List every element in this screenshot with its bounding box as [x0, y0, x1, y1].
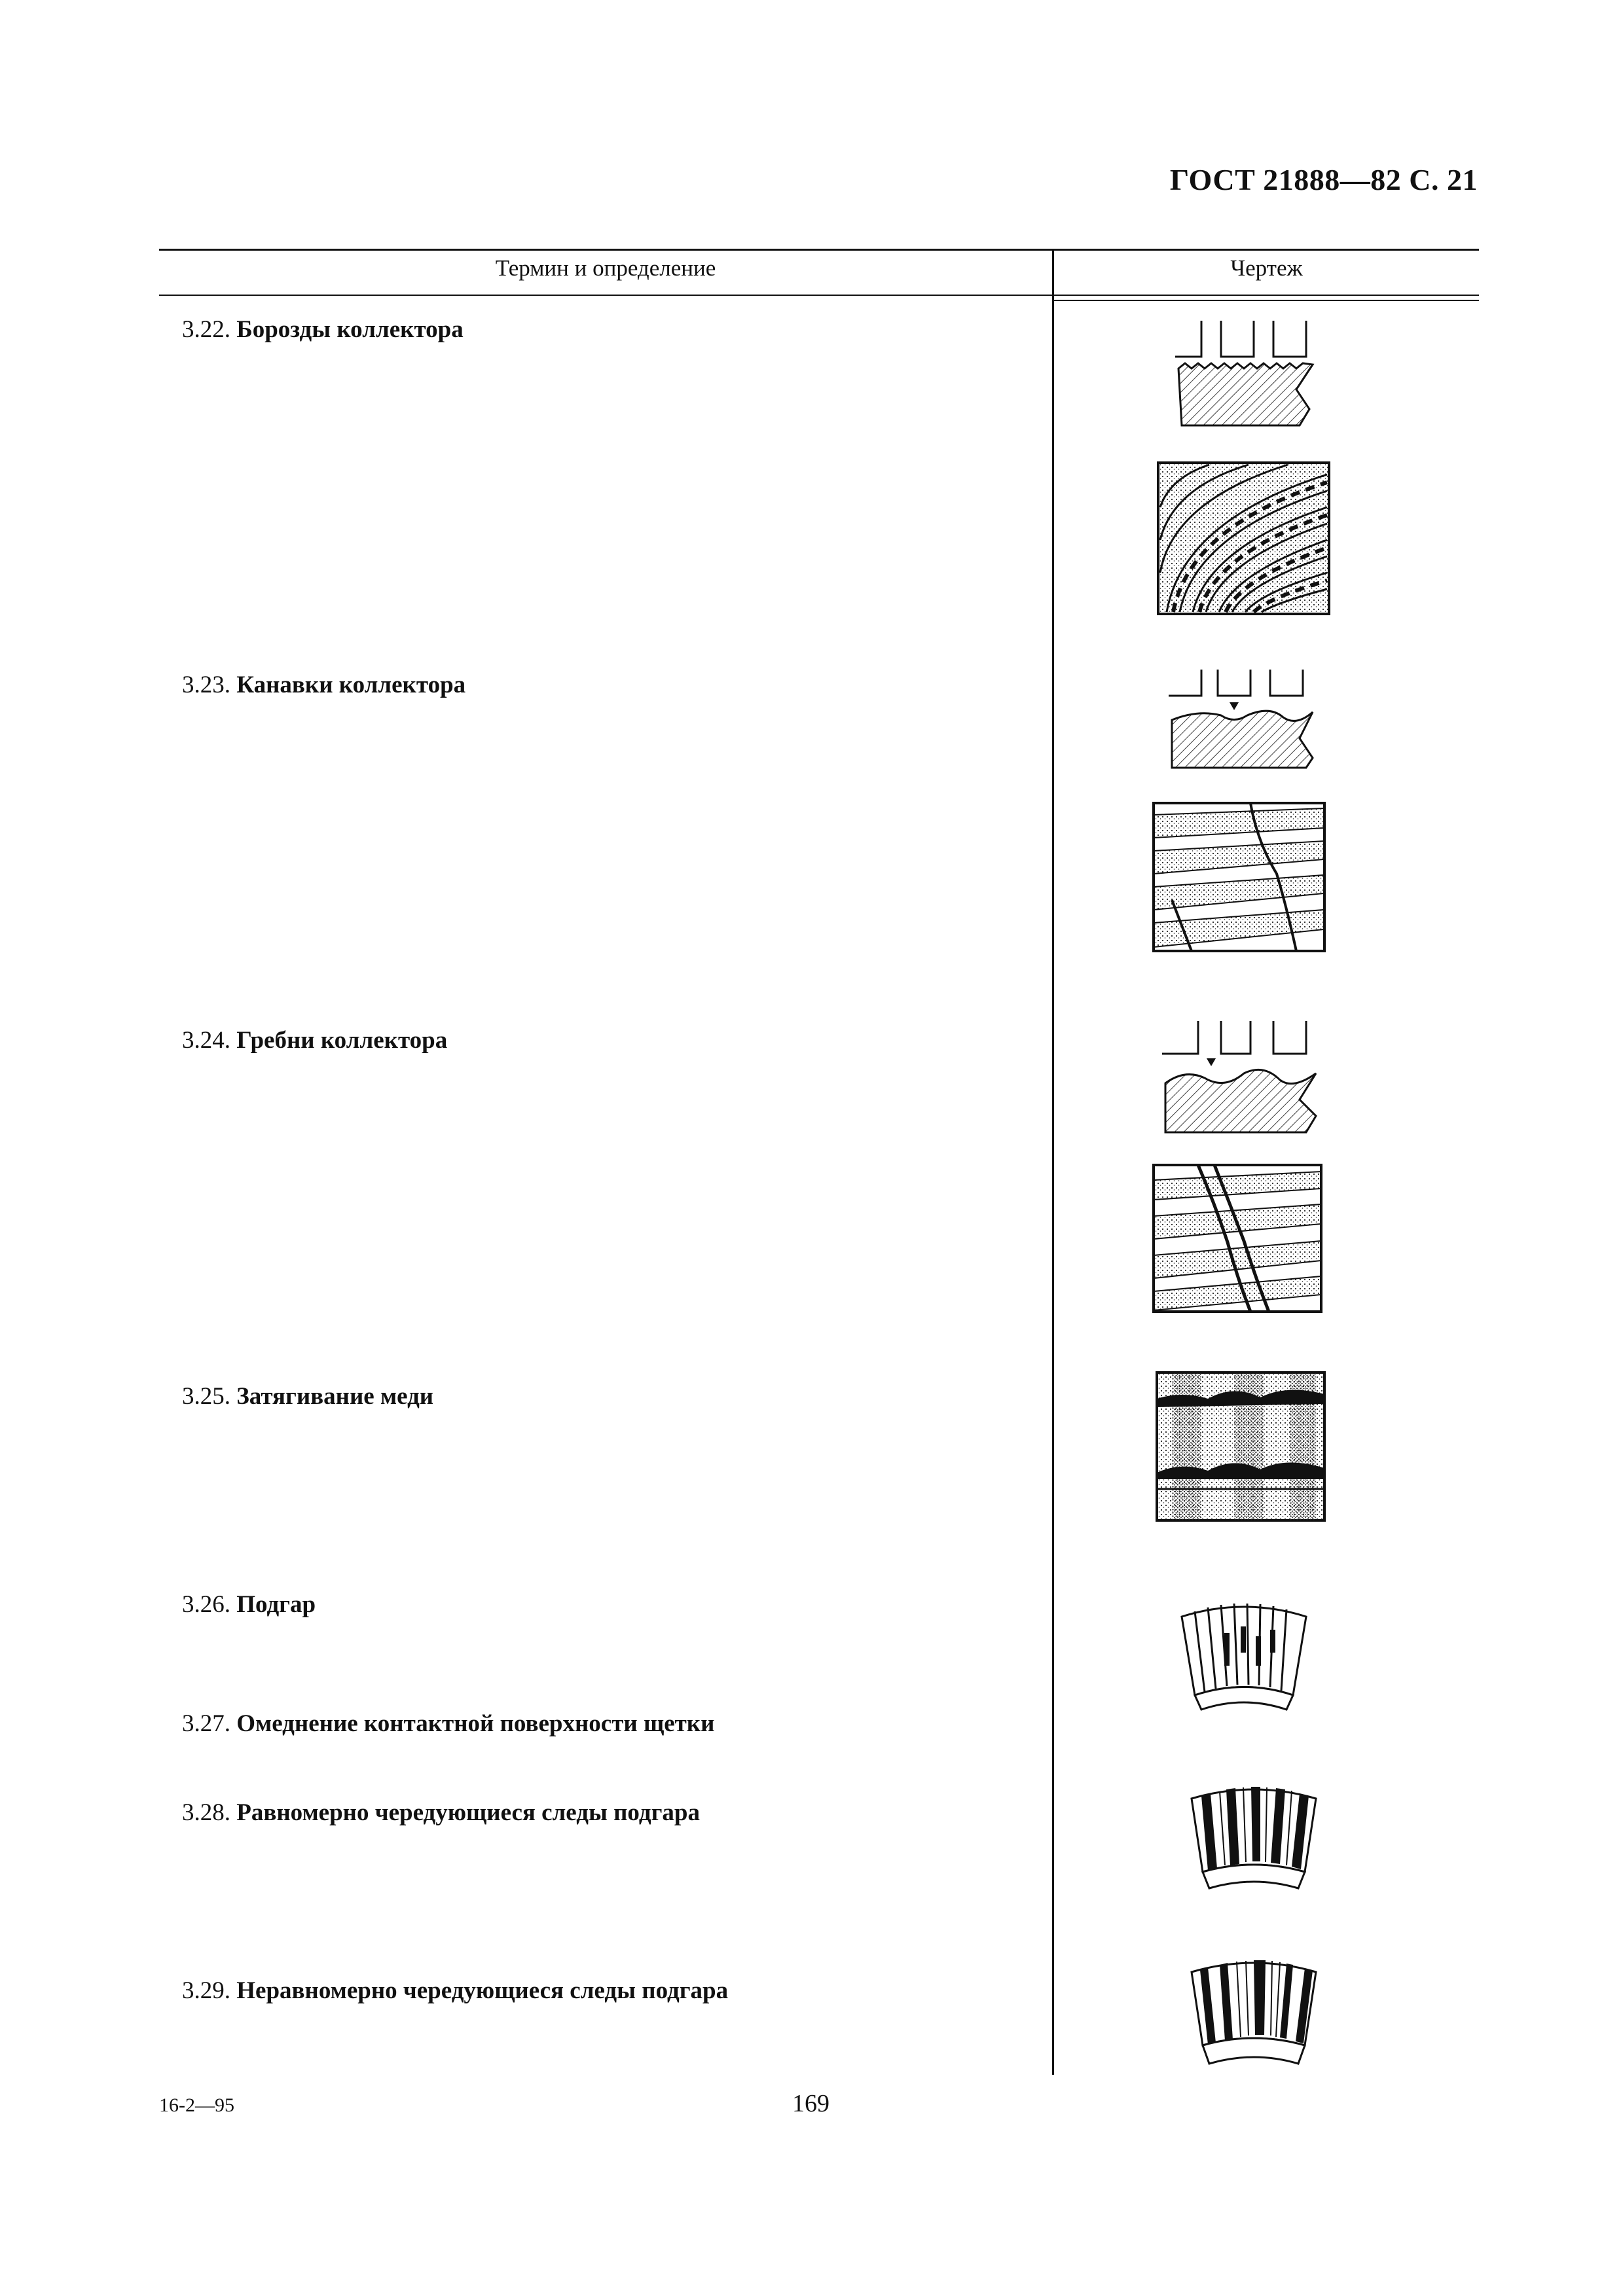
uniform-scorch-drawing [1188, 1780, 1319, 1892]
scorch-commutator-drawing [1178, 1597, 1313, 1712]
term-name: Подгар [236, 1591, 316, 1618]
column-divider [1052, 249, 1054, 2075]
channels-surface-image [1152, 802, 1326, 952]
term-number: 3.22. [182, 316, 230, 343]
term-3-27 [182, 1710, 714, 1738]
term-name: Затягивание меди [236, 1383, 434, 1410]
table-top-rule [159, 249, 1479, 251]
document-header: ГОСТ 21888—82 С. 21 [1169, 163, 1478, 196]
nonuniform-scorch-drawing [1188, 1954, 1319, 2068]
term-name: Омеднение контактной поверхности щетки [236, 1710, 715, 1737]
term-number: 3.25. [182, 1383, 230, 1410]
grooves-profile-drawing [1172, 317, 1322, 429]
column-header-drawing: Чертеж [1230, 255, 1303, 281]
ridges-profile-drawing [1159, 1018, 1322, 1136]
term-name: Борозды коллектора [236, 316, 464, 343]
term-number: 3.28. [182, 1799, 230, 1826]
page-number: 169 [792, 2090, 830, 2117]
ridges-surface-image [1152, 1164, 1322, 1313]
term-number: 3.24. [182, 1027, 230, 1054]
copper-dragging-image [1156, 1371, 1326, 1522]
term-number: 3.26. [182, 1591, 230, 1618]
header-rule-double [1054, 300, 1479, 301]
header-rule [159, 295, 1479, 296]
term-name: Равномерно чередующиеся следы подгара [236, 1799, 700, 1826]
term-name: Гребни коллектора [236, 1027, 448, 1054]
term-number: 3.29. [182, 1977, 230, 2004]
term-3-28 [182, 1799, 700, 1827]
term-3-23 [182, 671, 465, 699]
term-3-24 [182, 1026, 447, 1054]
term-3-26 [182, 1590, 316, 1619]
channels-profile-drawing [1165, 666, 1322, 771]
term-3-25 [182, 1382, 433, 1410]
grooves-surface-image [1157, 461, 1330, 615]
term-number: 3.27. [182, 1710, 230, 1737]
column-header-term: Термин и определение [495, 255, 716, 281]
term-number: 3.23. [182, 672, 230, 698]
term-name: Канавки коллектора [236, 672, 466, 698]
footer-code: 16-2—95 [159, 2094, 234, 2116]
term-3-22 [182, 315, 464, 344]
term-name: Неравномерно чередующиеся следы подгара [236, 1977, 729, 2004]
term-3-29 [182, 1977, 728, 2005]
